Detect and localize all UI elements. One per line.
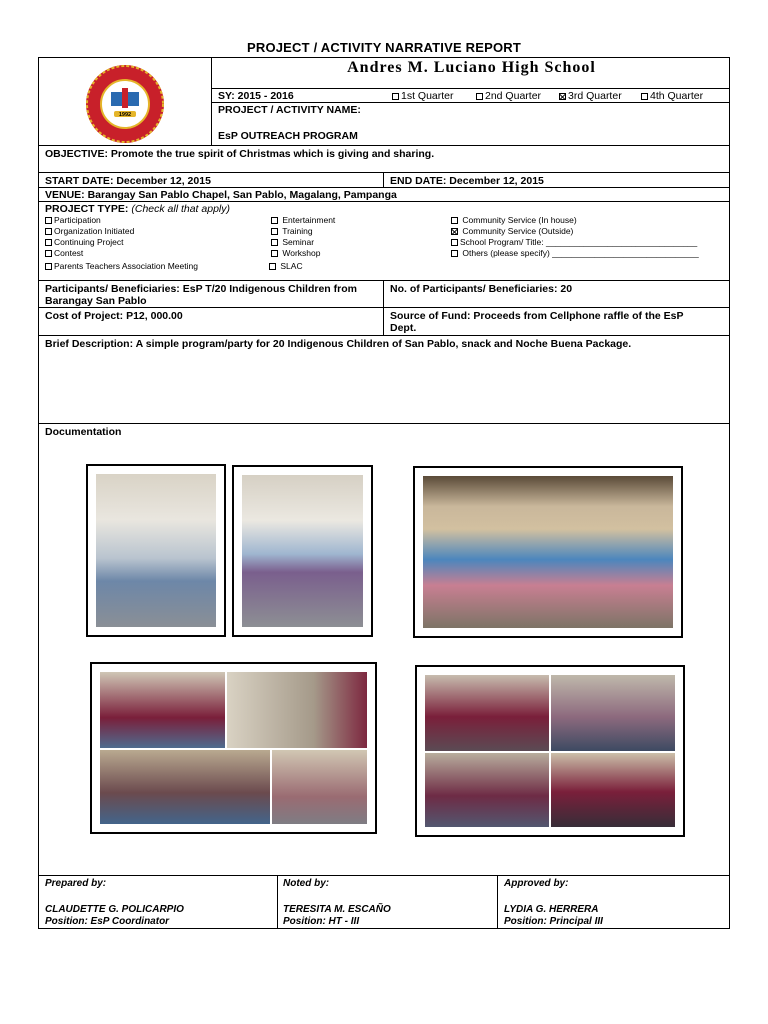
- checkbox-icon: [271, 250, 278, 257]
- type-pta-meeting[interactable]: Parents Teachers Association Meeting: [45, 261, 198, 271]
- brief-description: Brief Description: A simple program/party for 20 Indigenous Children of San Pablo, snack and Noche Buena Package.: [45, 338, 632, 350]
- checkbox-icon: [392, 93, 399, 100]
- project-name: EsP OUTREACH PROGRAM: [218, 130, 358, 142]
- checkbox-icon: [45, 228, 52, 235]
- quarter-2[interactable]: 2nd Quarter: [476, 90, 541, 102]
- project-type-hint: (Check all that apply): [131, 203, 230, 215]
- logo-year: 1992: [118, 112, 132, 118]
- quarter-4[interactable]: 4th Quarter: [641, 90, 703, 102]
- checkbox-icon: [476, 93, 483, 100]
- quarter-1[interactable]: 1st Quarter: [392, 90, 454, 102]
- approved-by-label: Approved by:: [504, 878, 569, 889]
- photo-collage-2: [415, 665, 685, 837]
- type-school-program[interactable]: School Program/ Title: ________________________________: [451, 237, 697, 247]
- checkbox-icon: [45, 239, 52, 246]
- checkbox-icon: [451, 239, 458, 246]
- checkbox-icon: [271, 228, 278, 235]
- checkbox-icon: [271, 239, 278, 246]
- end-date: END DATE: December 12, 2015: [390, 175, 544, 187]
- type-organization-initiated[interactable]: Organization Initiated: [45, 226, 134, 236]
- school-logo: [80, 64, 170, 144]
- checkbox-icon: [45, 250, 52, 257]
- school-name: Andres M. Luciano High School: [347, 59, 596, 76]
- checkbox-icon: [271, 217, 278, 224]
- participants-line-1: Participants/ Beneficiaries: EsP T/20 Indigenous Children from: [45, 283, 357, 295]
- checkbox-icon: [45, 217, 52, 224]
- project-type-label: PROJECT TYPE: (Check all that apply): [45, 203, 230, 215]
- checkbox-icon: [269, 263, 276, 270]
- noted-by-label: Noted by:: [283, 878, 330, 889]
- documentation-label: Documentation: [45, 426, 122, 438]
- prepared-by-label: Prepared by:: [45, 878, 107, 889]
- checkbox-icon: [641, 93, 648, 100]
- type-training[interactable]: Training: [271, 226, 313, 236]
- source-of-fund-line-2: Dept.: [390, 322, 417, 334]
- photo-group-1: [86, 464, 226, 637]
- num-participants: No. of Participants/ Beneficiaries: 20: [390, 283, 573, 295]
- prepared-by-name: CLAUDETTE G. POLICARPIO: [45, 904, 184, 915]
- type-continuing-project[interactable]: Continuing Project: [45, 237, 123, 247]
- checkbox-icon: [451, 250, 458, 257]
- type-entertainment[interactable]: Entertainment: [271, 215, 335, 225]
- source-of-fund-line-1: Source of Fund: Proceeds from Cellphone raffle of the EsP: [390, 310, 684, 322]
- type-community-in-house[interactable]: Community Service (In house): [451, 215, 577, 225]
- type-contest[interactable]: Contest: [45, 248, 83, 258]
- photo-collage-1: [90, 662, 377, 834]
- school-year: SY: 2015 - 2016: [218, 90, 294, 102]
- type-seminar[interactable]: Seminar: [271, 237, 314, 247]
- noted-by-name: TERESITA M. ESCAÑO: [283, 904, 391, 915]
- quarter-3[interactable]: 3rd Quarter: [559, 90, 622, 102]
- type-community-outside[interactable]: Community Service (Outside): [451, 226, 573, 236]
- checkbox-icon: [451, 217, 458, 224]
- checked-checkbox-icon: [559, 93, 566, 100]
- type-participation[interactable]: Participation: [45, 215, 101, 225]
- checked-checkbox-icon: [451, 228, 458, 235]
- participants-line-2: Barangay San Pablo: [45, 295, 147, 307]
- cost-of-project: Cost of Project: P12, 000.00: [45, 310, 183, 322]
- venue: VENUE: Barangay San Pablo Chapel, San Pablo, Magalang, Pampanga: [45, 189, 397, 201]
- start-date: START DATE: December 12, 2015: [45, 175, 211, 187]
- approved-by-name: LYDIA G. HERRERA: [504, 904, 599, 915]
- type-slac[interactable]: SLAC: [269, 261, 303, 271]
- report-title: PROJECT / ACTIVITY NARRATIVE REPORT: [246, 40, 521, 55]
- approved-by-position: Position: Principal III: [504, 916, 603, 927]
- objective: OBJECTIVE: Promote the true spirit of Christmas which is giving and sharing.: [45, 148, 435, 160]
- type-workshop[interactable]: Workshop: [271, 248, 320, 258]
- type-others[interactable]: Others (please specify) _______________________________: [451, 248, 699, 258]
- photo-group-2: [232, 465, 373, 637]
- photo-group-3: [413, 466, 683, 638]
- prepared-by-position: Position: EsP Coordinator: [45, 916, 170, 927]
- checkbox-icon: [45, 263, 52, 270]
- noted-by-position: Position: HT - III: [283, 916, 360, 927]
- project-name-label: PROJECT / ACTIVITY NAME:: [218, 104, 361, 116]
